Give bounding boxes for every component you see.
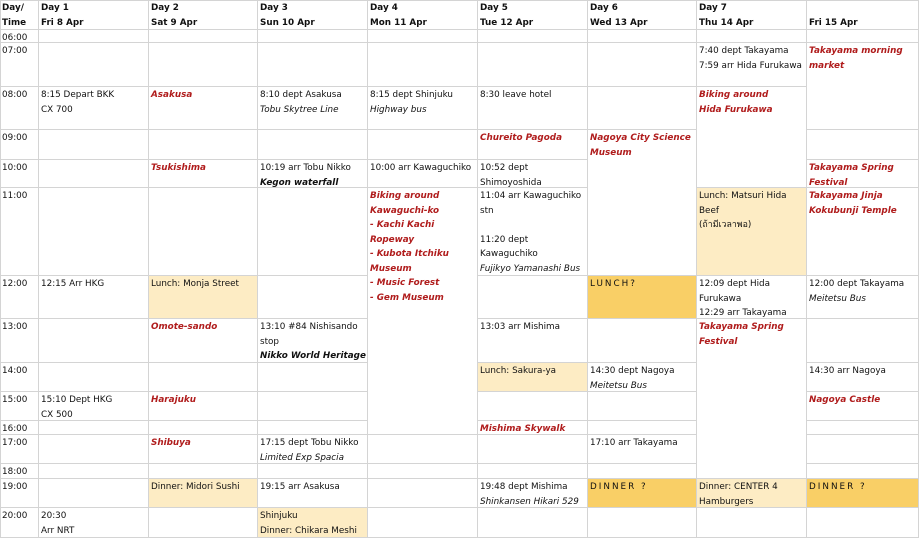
schedule-entry bbox=[807, 479, 919, 508]
schedule-entry bbox=[149, 276, 258, 319]
entry-line: Limited Exp Spacia bbox=[260, 452, 344, 463]
schedule-entry bbox=[478, 130, 588, 160]
schedule-entry bbox=[478, 319, 588, 363]
empty-cell bbox=[149, 464, 258, 479]
empty-cell bbox=[149, 188, 258, 276]
entry-line: Takayama Spring bbox=[809, 163, 894, 173]
schedule-entry bbox=[697, 276, 807, 319]
entry-line: 17:10 arr Takayama bbox=[590, 438, 678, 448]
entry-line: Omote-sando bbox=[151, 322, 218, 332]
time-label: 07:00 bbox=[2, 46, 28, 56]
schedule-entry bbox=[588, 435, 697, 464]
day-date: Tue 12 Apr bbox=[480, 17, 534, 28]
entry-line bbox=[480, 218, 585, 233]
entry-line: 8:15 dept Shinjuku bbox=[370, 90, 453, 100]
day-header bbox=[258, 0, 368, 30]
schedule-entry bbox=[697, 87, 807, 188]
day-number: Day 6 bbox=[590, 3, 618, 13]
entry-line: 8:30 leave hotel bbox=[480, 90, 552, 100]
time-label: 18:00 bbox=[2, 467, 28, 477]
schedule-entry bbox=[39, 392, 149, 421]
entry-line: 12:29 arr Takayama bbox=[699, 308, 787, 318]
time-cell bbox=[0, 479, 39, 508]
empty-cell bbox=[478, 43, 588, 87]
day-number: Day 5 bbox=[480, 3, 508, 13]
entry-line: Mishima Skywalk bbox=[480, 424, 566, 434]
entry-line: Hida Furukawa bbox=[699, 104, 773, 115]
empty-cell bbox=[368, 30, 478, 43]
schedule-entry bbox=[588, 363, 697, 392]
corner-label: Time bbox=[2, 17, 27, 28]
empty-cell bbox=[588, 421, 697, 435]
entry-line: 10:19 arr Tobu Nikko bbox=[260, 163, 351, 173]
day-number bbox=[809, 1, 916, 16]
empty-cell bbox=[478, 276, 588, 319]
time-label: 09:00 bbox=[2, 133, 28, 143]
schedule-entry bbox=[258, 479, 368, 508]
entry-line: 7:40 dept Takayama bbox=[699, 46, 789, 56]
time-label: 15:00 bbox=[2, 395, 28, 405]
schedule-entry bbox=[368, 160, 478, 188]
entry-line: 11:20 dept bbox=[480, 234, 529, 245]
entry-line: Ropeway bbox=[370, 234, 415, 245]
entry-line: Harajuku bbox=[151, 395, 196, 405]
time-cell bbox=[0, 392, 39, 421]
empty-cell bbox=[697, 30, 807, 43]
entry-line: Shimoyoshida bbox=[480, 177, 542, 188]
entry-line: Museum bbox=[370, 263, 412, 274]
empty-cell bbox=[807, 421, 919, 435]
time-label: 16:00 bbox=[2, 424, 28, 434]
empty-cell bbox=[807, 30, 919, 43]
empty-cell bbox=[258, 464, 368, 479]
schedule-entry bbox=[39, 508, 149, 538]
schedule-entry bbox=[478, 479, 588, 508]
time-label: 14:00 bbox=[2, 366, 28, 376]
empty-cell bbox=[39, 435, 149, 464]
empty-cell bbox=[478, 392, 588, 421]
day-header bbox=[368, 0, 478, 30]
empty-cell bbox=[258, 188, 368, 276]
entry-line: Biking around bbox=[370, 191, 440, 201]
entry-line: DINNER ? bbox=[809, 482, 867, 492]
entry-line: stop bbox=[260, 336, 279, 347]
time-cell bbox=[0, 276, 39, 319]
entry-line: 10:00 arr Kawaguchiko bbox=[370, 163, 472, 173]
empty-cell bbox=[368, 43, 478, 87]
empty-cell bbox=[588, 392, 697, 421]
empty-cell bbox=[588, 87, 697, 130]
entry-line: Meitetsu Bus bbox=[809, 293, 866, 304]
entry-line: Furukawa bbox=[699, 293, 742, 304]
entry-line: 10:52 dept bbox=[480, 163, 529, 173]
entry-line: Lunch: Matsuri Hida bbox=[699, 191, 787, 201]
day-date: Sat 9 Apr bbox=[151, 17, 198, 28]
time-cell bbox=[0, 319, 39, 363]
entry-line: 13:03 arr Mishima bbox=[480, 322, 561, 332]
schedule-entry bbox=[149, 479, 258, 508]
entry-line: CX 500 bbox=[41, 409, 73, 420]
entry-line: 12:09 dept Hida bbox=[699, 279, 771, 289]
empty-cell bbox=[368, 464, 478, 479]
time-cell bbox=[0, 421, 39, 435]
entry-line: - Kubota Itchiku bbox=[370, 249, 449, 259]
entry-line: Dinner: CENTER 4 bbox=[699, 482, 778, 492]
entry-line: Dinner: Chikara Meshi bbox=[260, 525, 357, 536]
empty-cell bbox=[588, 43, 697, 87]
entry-line: - Kachi Kachi bbox=[370, 220, 435, 230]
empty-cell bbox=[149, 363, 258, 392]
schedule-entry bbox=[588, 276, 697, 319]
time-cell bbox=[0, 435, 39, 464]
entry-line: 7:59 arr Hida Furukawa bbox=[699, 60, 802, 71]
entry-line: Beef bbox=[699, 205, 719, 216]
schedule-entry bbox=[588, 130, 697, 276]
schedule-entry bbox=[807, 188, 919, 276]
entry-line: Nikko World Heritage bbox=[260, 351, 366, 361]
entry-line: Kegon waterfall bbox=[260, 177, 339, 188]
schedule-entry bbox=[478, 421, 588, 435]
schedule-entry bbox=[697, 479, 807, 508]
schedule-entry bbox=[697, 43, 807, 87]
empty-cell bbox=[478, 464, 588, 479]
entry-line: stn bbox=[480, 205, 494, 216]
entry-line: Kawaguchiko bbox=[480, 249, 538, 259]
time-label: 11:00 bbox=[2, 191, 28, 201]
entry-line: Takayama Jinja bbox=[809, 191, 883, 201]
time-cell bbox=[0, 130, 39, 160]
schedule-entry bbox=[807, 363, 919, 392]
empty-cell bbox=[368, 479, 478, 508]
entry-line: - Music Forest bbox=[370, 278, 440, 288]
entry-line: 19:15 arr Asakusa bbox=[260, 482, 340, 492]
time-cell bbox=[0, 363, 39, 392]
schedule-entry bbox=[478, 160, 588, 188]
schedule-entry bbox=[807, 43, 919, 130]
empty-cell bbox=[588, 30, 697, 43]
schedule-entry bbox=[478, 87, 588, 130]
empty-cell bbox=[478, 435, 588, 464]
entry-line: 14:30 arr Nagoya bbox=[809, 366, 886, 376]
time-label: 17:00 bbox=[2, 438, 28, 448]
schedule-entry bbox=[39, 276, 149, 319]
empty-cell bbox=[149, 30, 258, 43]
empty-cell bbox=[39, 479, 149, 508]
schedule-entry bbox=[478, 363, 588, 392]
schedule-entry bbox=[478, 188, 588, 276]
empty-cell bbox=[807, 435, 919, 464]
schedule-entry bbox=[258, 435, 368, 464]
entry-line: Festival bbox=[809, 177, 848, 188]
entry-line: Shibuya bbox=[151, 438, 191, 448]
time-label: 10:00 bbox=[2, 163, 28, 173]
day-number: Day 3 bbox=[260, 3, 288, 13]
entry-line: LUNCH? bbox=[590, 279, 637, 289]
empty-cell bbox=[807, 508, 919, 538]
entry-line: Shinjuku bbox=[260, 511, 298, 521]
entry-line: Festival bbox=[699, 336, 738, 347]
time-label: 19:00 bbox=[2, 482, 28, 492]
corner-label: Day/ bbox=[2, 3, 24, 13]
empty-cell bbox=[258, 363, 368, 392]
entry-line: Hamburgers bbox=[699, 496, 754, 507]
empty-cell bbox=[588, 464, 697, 479]
day-number: Day 7 bbox=[699, 3, 727, 13]
schedule-entry bbox=[258, 319, 368, 363]
time-label: 13:00 bbox=[2, 322, 28, 332]
entry-line: market bbox=[809, 60, 845, 71]
schedule-entry bbox=[258, 160, 368, 188]
schedule-entry bbox=[697, 319, 807, 479]
schedule-entry bbox=[149, 392, 258, 421]
entry-line: (ถ้ามีเวลาพอ) bbox=[699, 220, 752, 230]
entry-line: Museum bbox=[590, 147, 632, 158]
empty-cell bbox=[368, 435, 478, 464]
time-label: 08:00 bbox=[2, 90, 28, 100]
time-cell bbox=[0, 188, 39, 276]
empty-cell bbox=[697, 508, 807, 538]
entry-line: Dinner: Midori Sushi bbox=[151, 482, 240, 492]
time-cell bbox=[0, 160, 39, 188]
empty-cell bbox=[368, 130, 478, 160]
schedule-entry bbox=[807, 276, 919, 319]
day-header bbox=[807, 0, 919, 30]
day-number: Day 1 bbox=[41, 3, 69, 13]
entry-line: 19:48 dept Mishima bbox=[480, 482, 568, 492]
entry-line: 20:30 bbox=[41, 511, 67, 521]
empty-cell bbox=[149, 43, 258, 87]
day-date: Thu 14 Apr bbox=[699, 17, 754, 28]
empty-cell bbox=[149, 130, 258, 160]
entry-line: Tsukishima bbox=[151, 163, 206, 173]
entry-line: Meitetsu Bus bbox=[590, 380, 647, 391]
empty-cell bbox=[149, 421, 258, 435]
entry-line: Lunch: Sakura-ya bbox=[480, 366, 557, 376]
empty-cell bbox=[39, 188, 149, 276]
entry-line: Nagoya Castle bbox=[809, 395, 881, 405]
entry-line: 11:04 arr Kawaguchiko bbox=[480, 191, 582, 201]
entry-line: Biking around bbox=[699, 90, 769, 100]
day-header bbox=[588, 0, 697, 30]
entry-line: 12:15 Arr HKG bbox=[41, 279, 105, 289]
empty-cell bbox=[258, 276, 368, 319]
day-date: Sun 10 Apr bbox=[260, 17, 315, 28]
header-corner bbox=[0, 0, 39, 30]
entry-line: Shinkansen Hikari 529 bbox=[480, 496, 579, 507]
schedule-entry bbox=[368, 87, 478, 130]
empty-cell bbox=[807, 319, 919, 363]
schedule-entry bbox=[807, 392, 919, 421]
entry-line: Tobu Skytree Line bbox=[260, 104, 339, 115]
empty-cell bbox=[258, 392, 368, 421]
time-cell bbox=[0, 30, 39, 43]
empty-cell bbox=[39, 319, 149, 363]
empty-cell bbox=[258, 43, 368, 87]
empty-cell bbox=[39, 30, 149, 43]
empty-cell bbox=[368, 508, 478, 538]
entry-line: 15:10 Dept HKG bbox=[41, 395, 113, 405]
empty-cell bbox=[478, 508, 588, 538]
entry-line: 14:30 dept Nagoya bbox=[590, 366, 675, 376]
entry-line: Fujikyo Yamanashi Bus bbox=[480, 263, 581, 274]
empty-cell bbox=[39, 363, 149, 392]
time-label: 06:00 bbox=[2, 33, 28, 43]
entry-line: 17:15 dept Tobu Nikko bbox=[260, 438, 359, 448]
entry-line: 12:00 dept Takayama bbox=[809, 279, 905, 289]
entry-line: DINNER ? bbox=[590, 482, 648, 492]
schedule-entry bbox=[258, 508, 368, 538]
schedule-entry bbox=[39, 87, 149, 130]
schedule-entry bbox=[258, 87, 368, 130]
empty-cell bbox=[258, 30, 368, 43]
schedule-entry bbox=[368, 188, 478, 435]
entry-line: Takayama morning bbox=[809, 46, 903, 56]
empty-cell bbox=[588, 319, 697, 363]
day-number: Day 4 bbox=[370, 3, 398, 13]
entry-line: Kokubunji Temple bbox=[809, 205, 897, 216]
schedule-entry bbox=[149, 160, 258, 188]
entry-line: Takayama Spring bbox=[699, 322, 784, 332]
time-label: 20:00 bbox=[2, 511, 28, 521]
schedule-entry bbox=[149, 435, 258, 464]
schedule-entry bbox=[149, 319, 258, 363]
empty-cell bbox=[39, 464, 149, 479]
day-number: Day 2 bbox=[151, 3, 179, 13]
time-cell bbox=[0, 508, 39, 538]
day-date: Fri 15 Apr bbox=[809, 17, 858, 28]
day-header bbox=[149, 0, 258, 30]
schedule-entry bbox=[807, 160, 919, 188]
entry-line: Lunch: Monja Street bbox=[151, 279, 239, 289]
entry-line: CX 700 bbox=[41, 104, 73, 115]
day-header bbox=[478, 0, 588, 30]
schedule-entry bbox=[697, 188, 807, 276]
empty-cell bbox=[807, 464, 919, 479]
empty-cell bbox=[39, 130, 149, 160]
day-date: Mon 11 Apr bbox=[370, 17, 427, 28]
day-header bbox=[697, 0, 807, 30]
empty-cell bbox=[807, 130, 919, 160]
empty-cell bbox=[39, 43, 149, 87]
entry-line: 13:10 #84 Nishisando bbox=[260, 322, 358, 332]
schedule-entry bbox=[149, 87, 258, 130]
empty-cell bbox=[39, 421, 149, 435]
entry-line: Highway bus bbox=[370, 104, 427, 115]
entry-line: 8:10 dept Asakusa bbox=[260, 90, 342, 100]
time-cell bbox=[0, 43, 39, 87]
time-cell bbox=[0, 464, 39, 479]
empty-cell bbox=[478, 30, 588, 43]
entry-line: - Gem Museum bbox=[370, 292, 444, 303]
entry-line: 8:15 Depart BKK bbox=[41, 90, 115, 100]
schedule-entry bbox=[588, 479, 697, 508]
time-label: 12:00 bbox=[2, 279, 28, 289]
empty-cell bbox=[258, 130, 368, 160]
time-cell bbox=[0, 87, 39, 130]
entry-line: Chureito Pagoda bbox=[480, 133, 563, 143]
entry-line: Kawaguchi-ko bbox=[370, 205, 440, 216]
empty-cell bbox=[149, 508, 258, 538]
entry-line: Arr NRT bbox=[41, 525, 75, 536]
day-header bbox=[39, 0, 149, 30]
day-date: Wed 13 Apr bbox=[590, 17, 648, 28]
entry-line: Nagoya City Science bbox=[590, 133, 691, 143]
empty-cell bbox=[39, 160, 149, 188]
empty-cell bbox=[258, 421, 368, 435]
entry-line: Asakusa bbox=[151, 90, 193, 100]
day-date: Fri 8 Apr bbox=[41, 17, 84, 28]
empty-cell bbox=[588, 508, 697, 538]
